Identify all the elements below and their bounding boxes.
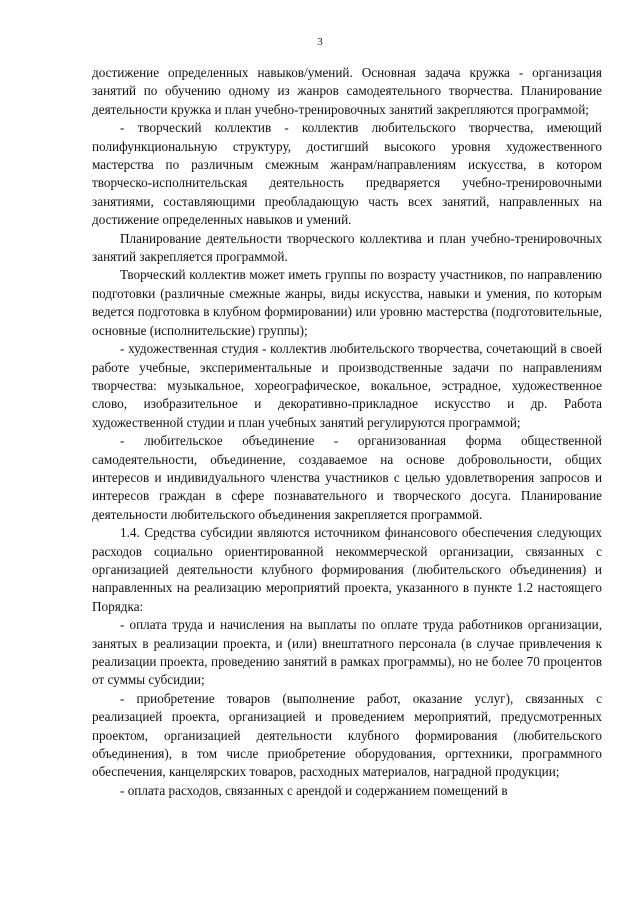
paragraph-section-1-4: 1.4. Средства субсидии являются источником финансового обеспечения следующих расходов социально ориентированной некоммерческой организации, связанных с организацией деятельности клубного формирования (любительского объединения) и направленных на реализацию мероприятий проекта, указанного в пункте 1.2 настоящего Порядка:	[92, 525, 602, 614]
paragraph-art-studio: - художественная студия - коллектив любительского творчества, сочетающий в своей работе учебные, экспериментальные и производственные задачи по направлениям творчества: музыкальное, хореографическое, вокальное, эстрадное, художественное слово, изобразительное и декоративно-прикладное искусство и др. Работа художественной студии и план учебных занятий регулируются программой;	[92, 341, 602, 430]
paragraph-collective-planning: Планирование деятельности творческого коллектива и план учебно-тренировочных занятий закрепляется программой.	[92, 230, 602, 265]
paragraph-rent-costs: - оплата расходов, связанных с арендой и содержанием помещений в	[120, 782, 508, 798]
paragraph-collective-groups: Творческий коллектив может иметь группы по возрасту участников, по направлению подготовки (различные смежные жанры, виды искусства, навыки и умения, по которым ведется подготовка в клубном формировании) или уровню мастерства (подготовительные, основные (исполнительские) группы);	[92, 267, 602, 338]
paragraph-creative-collective: - творческий коллектив - коллектив любительского творчества, имеющий полифункциональную структуру, достигший высокого уровня художественного мастерства по различным смежным жанрам/направлениям искусства, в котором творческо-исполнительская деятельность предваряется учебно-тренировочными занятиями, составляющими преобладающую часть всех занятий, направленных на достижение определенных навыков и умений.	[92, 120, 602, 228]
paragraph-labor-costs: - оплата труда и начисления на выплаты по оплате труда работников организации, занятых в реализации проекта, и (или) внештатного персонала (в случае привлечения к реализации проекта, проведению занятий в рамках программы), но не более 70 процентов от суммы субсидии;	[92, 617, 602, 688]
page-number: 3	[317, 36, 323, 48]
paragraph-amateur-association: - любительское объединение - организованная форма общественной самодеятельности, объединение, создаваемое на основе добровольности, общих интересов и индивидуального членства участников с целью удовлетворения запросов и интересов граждан в сфере познавательного и творческого досуга. Планирование деятельности любительского объединения закрепляется программой.	[92, 433, 602, 522]
paragraph-intro-continuation: достижение определенных навыков/умений. Основная задача кружка - организация занятий по обучению одному из жанров самодеятельного творчества. Планирование деятельности кружка и план учебно-тренировочных занятий закрепляются программой;	[92, 65, 602, 117]
paragraph-goods-purchase: - приобретение товаров (выполнение работ, оказание услуг), связанных с реализацией проекта, организацией и проведением мероприятий, предусмотренных проектом, организацией деятельности клубного формирования (любительского объединения), в том числе приобретение оборудования, оргтехники, программного обеспечения, канцелярских товаров, расходных материалов, наградной продукции;	[92, 690, 602, 780]
document-body	[92, 64, 602, 800]
